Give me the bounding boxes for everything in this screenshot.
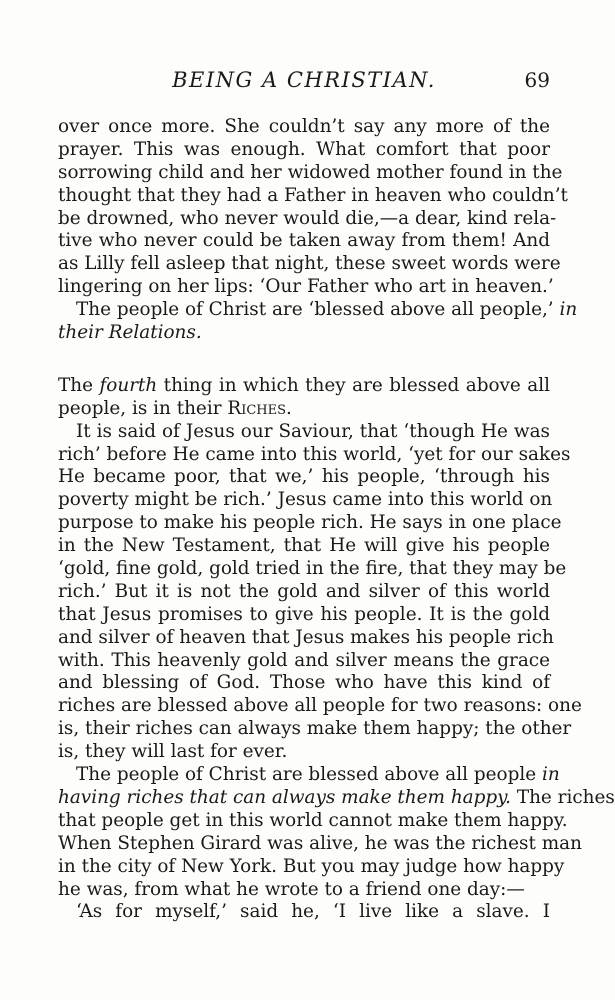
text-line: ‘As for myself,’ said he, ‘I live like a slave. I	[76, 901, 550, 923]
text-line: riches are blessed above all people for two reasons: one	[58, 695, 582, 717]
text-line: It is said of Jesus our Saviour, that ‘though He was	[76, 420, 550, 442]
text-run: The people of Christ are blessed above all people	[76, 764, 542, 786]
text-run: The people of Christ are ‘blessed above all people,’	[76, 299, 560, 321]
body-text	[58, 116, 615, 924]
section-gap	[58, 345, 550, 375]
italic-run: in	[541, 764, 560, 786]
text-line: over once more. She couldn’t say any more of the	[58, 116, 550, 137]
text-line: rich.’ But it is not the gold and silver of this world	[58, 580, 550, 602]
text-line	[58, 764, 560, 787]
small-caps-run: Riches	[227, 397, 287, 419]
text-line	[58, 299, 578, 322]
text-run: The	[58, 374, 100, 396]
text-line	[58, 786, 615, 810]
text-line: prayer. This was enough. What comfort that poor	[58, 138, 550, 160]
text-run: The riches	[510, 786, 615, 808]
text-line: in the New Testament, that He will give his people	[58, 535, 550, 557]
text-run: .	[286, 397, 292, 419]
text-line: poverty might be rich.’ Jesus came into this world on	[58, 489, 553, 511]
text-line: is, their riches can always make them happy; the other	[58, 718, 572, 740]
text-line: purpose to make his people rich. He says in one place	[58, 512, 562, 534]
text-line: in the city of New York. But you may judge how happy	[58, 855, 565, 877]
text-line: their Relations.	[58, 322, 202, 344]
text-run: people, is in their	[58, 397, 228, 419]
text-line: that Jesus promises to give his people. It is the gold	[58, 603, 550, 625]
text-line: and silver of heaven that Jesus makes his people rich	[58, 626, 554, 648]
page-header	[58, 66, 550, 100]
text-line: is, they will last for ever.	[58, 741, 288, 763]
italic-run: fourth	[99, 374, 158, 396]
text-line	[58, 375, 550, 398]
text-line: be drowned, who never would die,—a dear, kind rela-	[58, 207, 557, 229]
text-line: He became poor, that we,’ his people, ‘through his	[58, 466, 550, 488]
text-line: sorrowing child and her widowed mother found in the	[58, 161, 563, 183]
text-line: and blessing of God. Those who have this kind of	[58, 672, 550, 694]
text-run: thing in which they are blessed above all	[157, 374, 551, 396]
text-line: with. This heavenly gold and silver means the grace	[58, 649, 550, 671]
text-line: thought that they had a Father in heaven who couldn’t	[58, 184, 568, 206]
page-number: 69	[524, 68, 550, 92]
text-line: rich’ before He came into this world, ‘yet for our sakes	[58, 443, 571, 465]
text-line	[58, 398, 550, 421]
italic-run: having riches that can always make them happy.	[58, 786, 511, 808]
italic-run: in	[559, 299, 578, 321]
text-line: lingering on her lips: ‘Our Father who art in heaven.’	[58, 276, 554, 298]
text-line: that people get in this world cannot make them happy.	[58, 809, 568, 831]
text-line: When Stephen Girard was alive, he was the richest man	[58, 832, 582, 854]
text-line: as Lilly fell asleep that night, these sweet words were	[58, 253, 561, 275]
running-title: BEING A CHRISTIAN.	[172, 68, 436, 92]
text-line: he was, from what he wrote to a friend one day:—	[58, 878, 525, 900]
text-line: tive who never could be taken away from them! And	[58, 230, 550, 252]
text-line: ‘gold, fine gold, gold tried in the fire, that they may be	[58, 558, 567, 580]
